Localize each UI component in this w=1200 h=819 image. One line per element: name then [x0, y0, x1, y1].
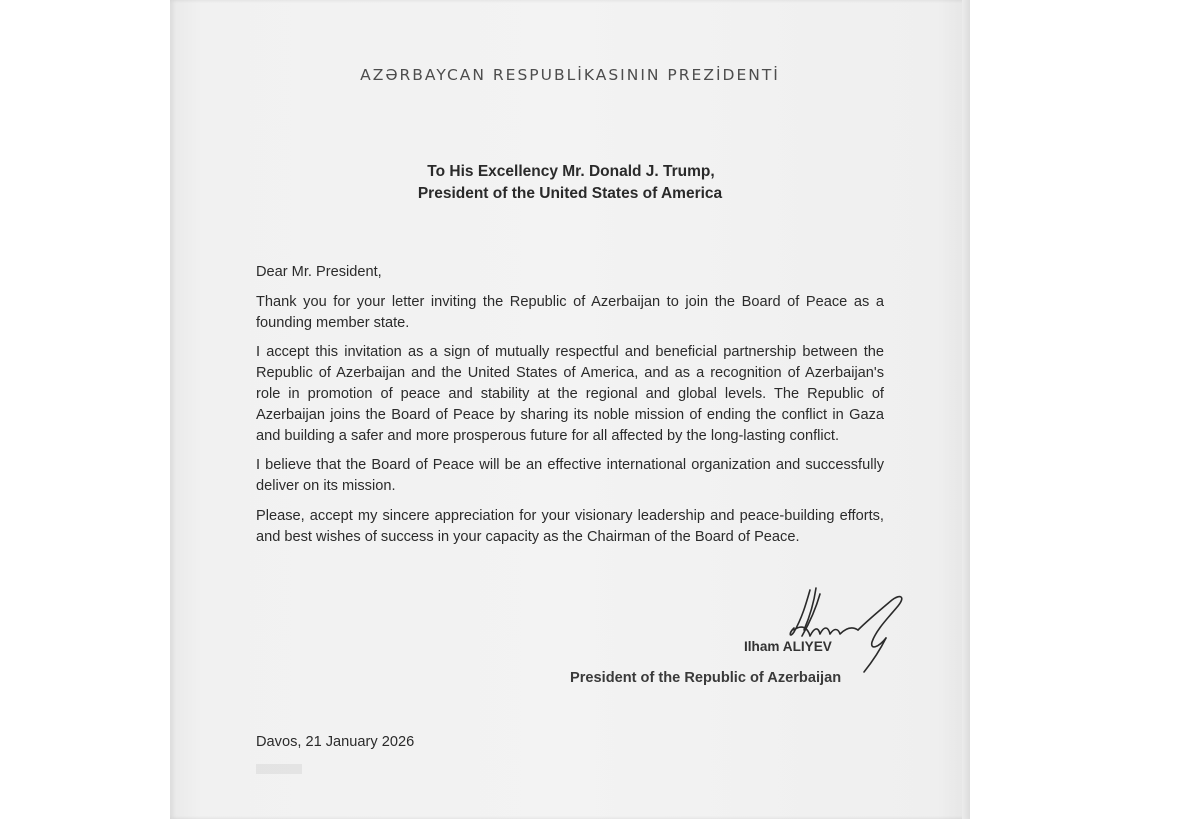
- letter-body: [256, 262, 884, 557]
- addressee-position: President of the United States of America: [417, 185, 723, 202]
- addressee-block: [170, 161, 970, 205]
- letterhead-title: AZƏRBAYCAN RESPUBLİKASININ PREZİDENTİ: [360, 66, 780, 84]
- paragraph-3: I believe that the Board of Peace will be an effective international organization and successfully deliver on its mission.: [256, 457, 884, 495]
- faint-stamp-mark: [256, 762, 306, 776]
- signer-name: Ilham ALIYEV: [744, 639, 832, 654]
- place-date: Davos, 21 January 2026: [256, 734, 415, 750]
- addressee-name: To His Excellency Mr. Donald J. Trump,: [427, 163, 715, 180]
- signature-icon: [780, 584, 920, 676]
- paragraph-1: Thank you for your letter inviting the Republic of Azerbaijan to join the Board of Peace as a founding member state.: [256, 293, 884, 331]
- page-edge: [962, 0, 970, 819]
- salutation: Dear Mr. President,: [256, 264, 382, 280]
- paragraph-4: Please, accept my sincere appreciation for your visionary leadership and peace-building efforts, and best wishes of success in your capacity as the Chairman of the Board of Peace.: [256, 507, 884, 545]
- signer-title: President of the Republic of Azerbaijan: [570, 670, 842, 686]
- paragraph-2: I accept this invitation as a sign of mutually respectful and beneficial partnership between the Republic of Azerbaijan and the United States of America, and as a recognition of Azerbaijan's role in promotion of peace and stability at the regional and global levels. The Republic of Azerbaijan joins the Board of Peace by sharing its noble mission of ending the conflict in Gaza and building a safer and more prosperous future for all affected by the long-lasting conflict.: [256, 344, 884, 444]
